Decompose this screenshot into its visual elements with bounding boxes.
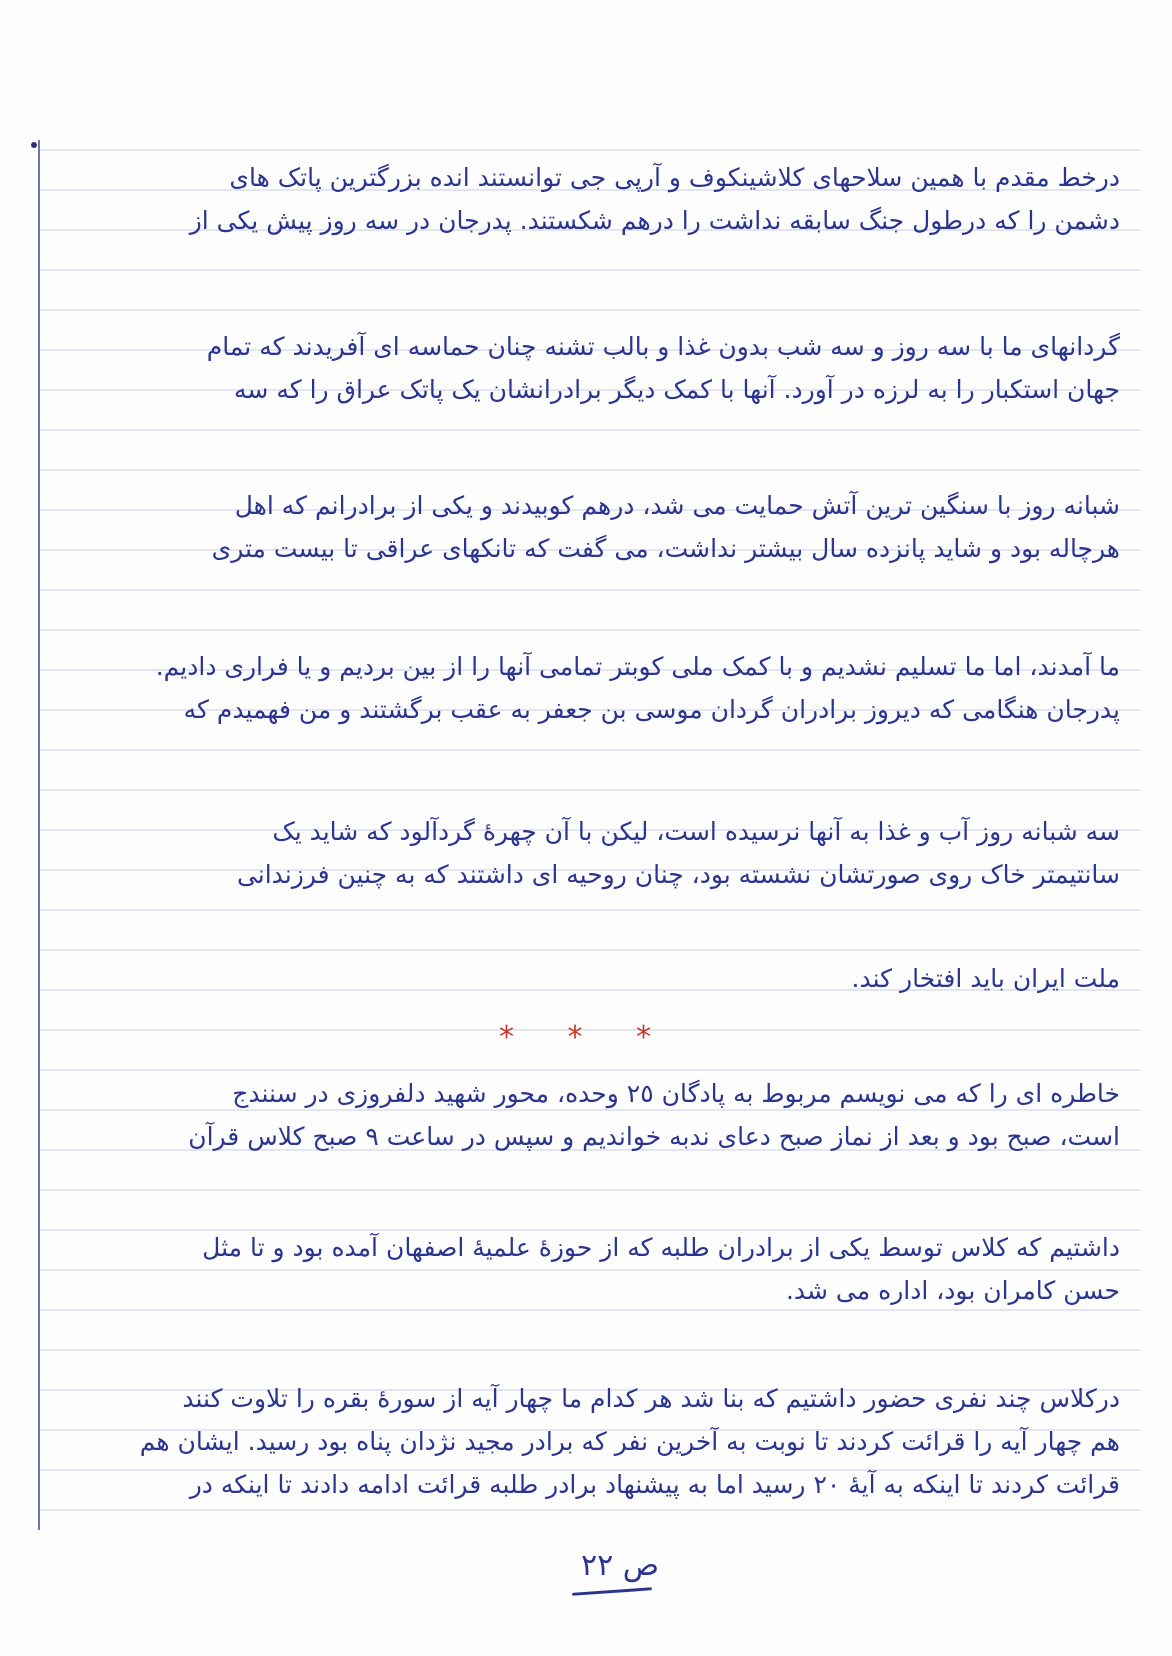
text-line: هرچاله بود و شاید پانزده سال بیشتر نداشت، می گفت که تانکهای عراقی تا بیست متری <box>211 534 1120 563</box>
paragraph-6 <box>50 957 1120 1000</box>
paragraph-1 <box>50 156 1120 242</box>
text-line: قرائت کردند تا اینکه به آیهٔ ٢٠ رسید اما به پیشنهاد برادر طلبه قرائت ادامه دادند تا اینکه در <box>189 1470 1120 1499</box>
text-line: دشمن را که درطول جنگ سابقه نداشت را درهم شکستند. پدرجان در سه روز پیش یکی از <box>189 206 1120 235</box>
paragraph-2 <box>50 325 1120 411</box>
margin-mark <box>31 142 37 148</box>
paragraph-9 <box>50 1377 1120 1506</box>
text-line: حسن کامران بود، اداره می شد. <box>785 1276 1120 1305</box>
text-line: پدرجان هنگامی که دیروز برادران گردان موسی بن جعفر به عقب برگشتند و من فهمیدم که <box>183 695 1120 724</box>
text-line: است، صبح بود و بعد از نماز صبح دعای ندبه خواندیم و سپس در ساعت ٩ صبح کلاس قرآن <box>188 1122 1120 1151</box>
text-line: سه شبانه روز آب و غذا به آنها نرسیده است، لیکن با آن چهرهٔ گردآلود که شاید یک <box>272 817 1120 846</box>
text-line: ملت ایران باید افتخار کند. <box>851 964 1120 993</box>
margin-line <box>38 140 40 1530</box>
text-line: هم چهار آیه را قرائت کردند تا نوبت به آخرین نفر که برادر مجید نژدان پناه بود رسید. ایشان هم <box>139 1427 1120 1456</box>
text-line: درکلاس چند نفری حضور داشتیم که بنا شد هر کدام ما چهار آیه از سورهٔ بقره را تلاوت کنند <box>182 1384 1120 1413</box>
text-line: سانتیمتر خاک روی صورتشان نشسته بود، چنان روحیه ای داشتند که به چنین فرزندانی <box>236 860 1120 889</box>
text-line: داشتیم که کلاس توسط یکی از برادران طلبه که از حوزهٔ علمیهٔ اصفهان آمده بود و تا مثل <box>202 1233 1120 1262</box>
paragraph-8 <box>50 1226 1120 1312</box>
text-line: جهان استکبار را به لرزه در آورد. آنها با کمک دیگر برادرانشان یک پاتک عراق را که سه <box>234 375 1120 404</box>
text-line: گردانهای ما با سه روز و سه شب بدون غذا و بالب تشنه چنان حماسه ای آفریدند که تمام <box>206 332 1120 361</box>
text-line: خاطره ای را که می نویسم مربوط به پادگان ٢٥ وحده، محور شهید دلفروزی در سنندج <box>232 1079 1120 1108</box>
page-number-underline <box>572 1587 652 1596</box>
paragraph-7 <box>50 1072 1120 1158</box>
paragraph-5 <box>50 810 1120 896</box>
paragraph-3 <box>50 484 1120 570</box>
section-separator: * * * <box>498 1020 674 1055</box>
paragraph-4 <box>50 645 1120 731</box>
text-line: ما آمدند، اما ما تسلیم نشدیم و با کمک ملی کوبتر تمامی آنها را از بین بردیم و یا فراری دادیم. <box>155 652 1120 681</box>
text-line: درخط مقدم با همین سلاحهای کلاشینکوف و آرپی جی توانستند انده بزرگترین پاتک های <box>229 163 1120 192</box>
text-line: شبانه روز با سنگین ترین آتش حمایت می شد، درهم کوبیدند و یکی از برادرانم که اهل <box>234 491 1120 520</box>
page-number: ص ٢٢ <box>580 1548 660 1583</box>
